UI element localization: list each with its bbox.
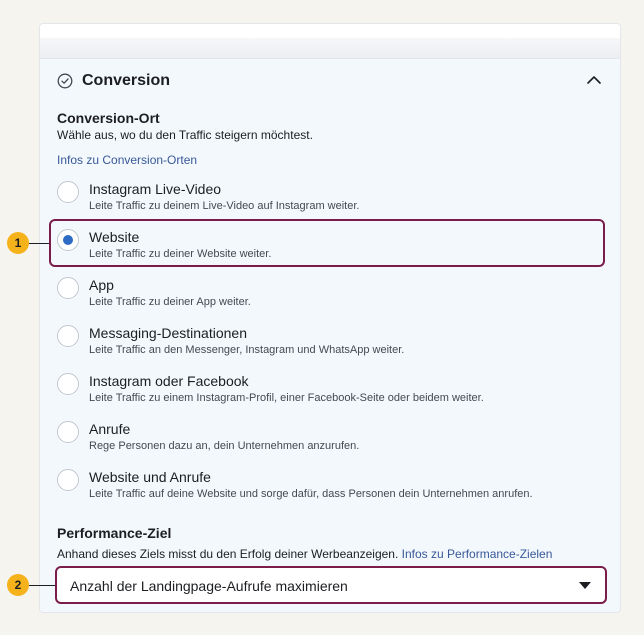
option-title: Messaging-Destinationen: [89, 325, 247, 341]
radio-button[interactable]: [57, 325, 79, 347]
conversion-location-label: Conversion-Ort: [57, 110, 160, 126]
previous-section-edge: [40, 24, 620, 59]
performance-goal-label: Performance-Ziel: [57, 525, 172, 541]
option-title: Website: [89, 229, 140, 245]
option-messaging-destinations[interactable]: [49, 315, 605, 363]
option-app[interactable]: [49, 267, 605, 315]
option-title: Instagram Live-Video: [89, 181, 222, 197]
option-calls[interactable]: [49, 411, 605, 459]
option-title: App: [89, 277, 114, 293]
annotation-badge-2: 2: [7, 574, 29, 596]
conversion-location-info-link[interactable]: Infos zu Conversion-Orten: [57, 153, 198, 167]
option-description: Leite Traffic zu deiner App weiter.: [89, 296, 251, 308]
check-circle-icon: [57, 73, 73, 89]
option-description: Leite Traffic an den Messenger, Instagram und WhatsApp weiter.: [89, 344, 405, 356]
radio-button[interactable]: [57, 181, 79, 203]
performance-goal-info-link[interactable]: Infos zu Performance-Zielen: [401, 547, 553, 561]
option-title: Website und Anrufe: [89, 469, 211, 485]
performance-goal-description-row: [57, 547, 552, 561]
section-header: [57, 72, 170, 90]
chevron-up-icon[interactable]: [584, 70, 604, 90]
conversion-location-description: Wähle aus, wo du den Traffic steigern möchtest.: [57, 128, 313, 142]
radio-button-selected[interactable]: [57, 229, 79, 251]
option-instagram-live-video[interactable]: [49, 171, 605, 219]
annotation-connector-2: [29, 585, 55, 586]
performance-goal-selected-value: Anzahl der Landingpage-Aufrufe maximieren: [70, 578, 348, 594]
radio-button[interactable]: [57, 421, 79, 443]
option-description: Rege Personen dazu an, dein Unternehmen anzurufen.: [89, 440, 360, 452]
option-description: Leite Traffic zu einem Instagram-Profil, einer Facebook-Seite oder beidem weiter.: [89, 392, 484, 404]
option-description: Leite Traffic zu deiner Website weiter.: [89, 248, 272, 260]
radio-button[interactable]: [57, 373, 79, 395]
option-website-and-calls[interactable]: [49, 459, 605, 507]
caret-down-icon: [579, 582, 591, 589]
section-title: Conversion: [82, 72, 171, 89]
section-divider: [40, 38, 620, 58]
campaign-settings-panel: [39, 23, 621, 613]
option-title: Anrufe: [89, 421, 131, 437]
option-description: Leite Traffic auf deine Website und sorge dafür, dass Personen dein Unternehmen anrufen.: [89, 488, 533, 500]
option-website[interactable]: [49, 219, 605, 267]
performance-goal-select[interactable]: [55, 566, 607, 604]
option-description: Leite Traffic zu deinem Live-Video auf Instagram weiter.: [89, 200, 360, 212]
radio-button[interactable]: [57, 469, 79, 491]
radio-button[interactable]: [57, 277, 79, 299]
performance-goal-description: Anhand dieses Ziels misst du den Erfolg deiner Werbeanzeigen.: [57, 547, 399, 561]
annotation-connector-1: [29, 243, 49, 244]
option-title: Instagram oder Facebook: [89, 373, 249, 389]
option-instagram-or-facebook[interactable]: [49, 363, 605, 411]
annotation-badge-1: 1: [7, 232, 29, 254]
radio-dot: [63, 235, 73, 245]
